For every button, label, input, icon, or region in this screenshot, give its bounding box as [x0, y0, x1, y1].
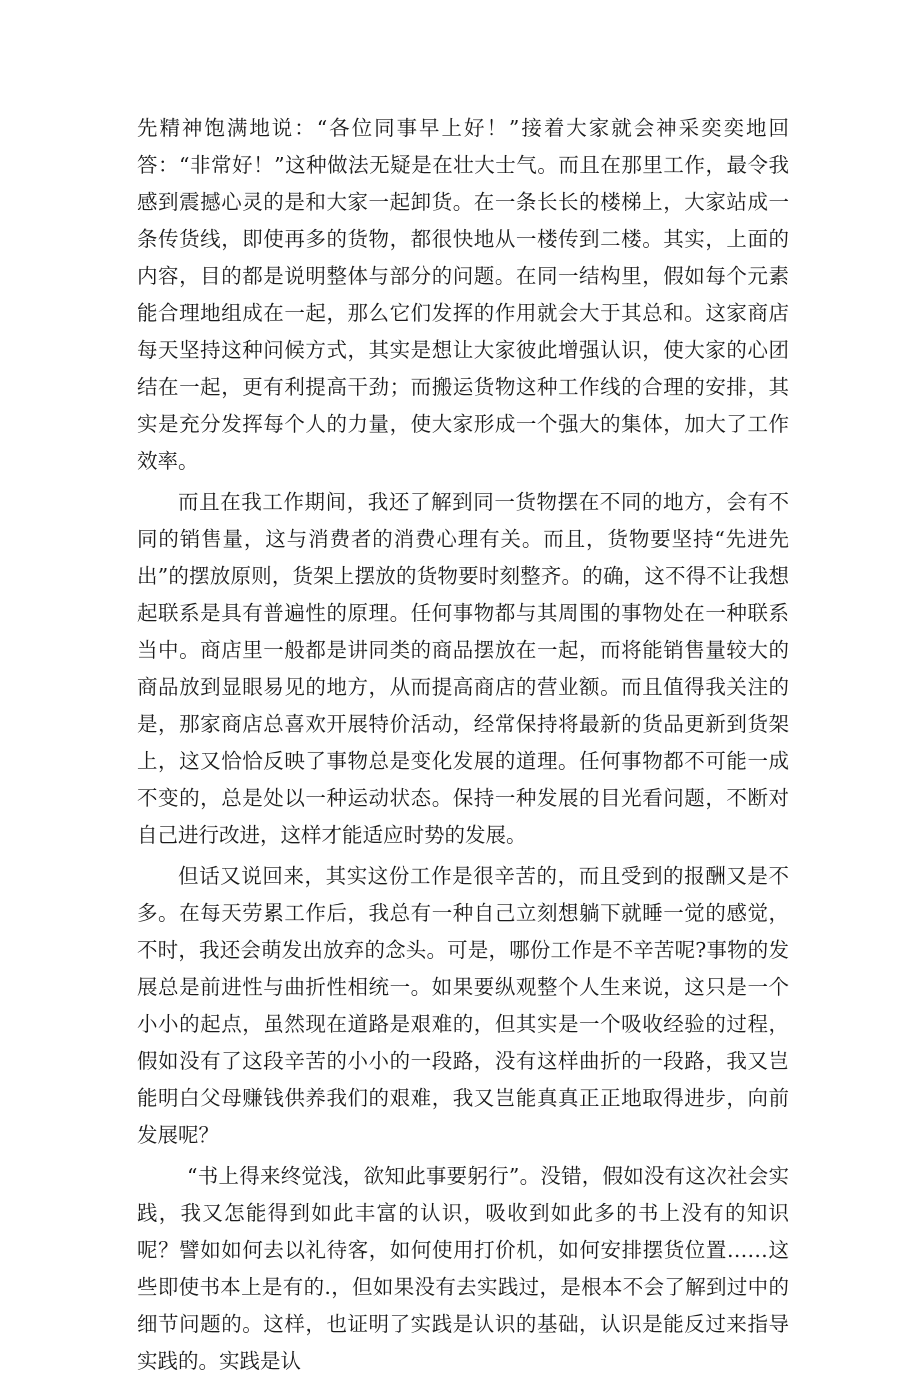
paragraph-1: 先精神饱满地说：“各位同事早上好！”接着大家就会神采奕奕地回答：“非常好！”这种做法无疑是在壮大士气。而且在那里工作，最令我感到震撼心灵的是和大家一起卸货。在一条长长的楼梯上，大家站成一条传货线，即使再多的货物，都很快地从一楼传到二楼。其实，上面的内容，目的都是说明整体与部分的问题。在同一结构里，假如每个元素能合理地组成在一起，那么它们发挥的作用就会大于其总和。这家商店每天坚持这种问候方式，其实是想让大家彼此增强认识，使大家的心团结在一起，更有利提高干劲；而搬运货物这种工作线的合理的安排，其实是充分发挥每个人的力量，使大家形成一个强大的集体，加大了工作效率。 — [137, 116, 789, 473]
document-body — [137, 110, 789, 1384]
paragraph-2: 而且在我工作期间，我还了解到同一货物摆在不同的地方，会有不同的销售量，这与消费者的消费心理有关。而且，货物要坚持“先进先出”的摆放原则，货架上摆放的货物要时刻整齐。的确，这不得不让我想起联系是具有普遍性的原理。任何事物都与其周围的事物处在一种联系当中。商店里一般都是讲同类的商品摆放在一起，而将能销售量较大的商品放到显眼易见的地方，从而提高商店的营业额。而且值得我关注的是，那家商店总喜欢开展特价活动，经常保持将最新的货品更新到货架上，这又恰恰反映了事物总是变化发展的道理。任何事物都不可能一成不变的，总是处以一种运动状态。保持一种发展的目光看问题，不断对自己进行改进，这样才能适应时势的发展。 — [137, 490, 789, 847]
paragraph-4: “书上得来终觉浅，欲知此事要躬行”。没错，假如没有这次社会实践，我又怎能得到如此丰富的认识，吸收到如此多的书上没有的知识呢？譬如如何去以礼待客，如何使用打价机，如何安排摆货位置……这些即使书本上是有的.，但如果没有去实践过，是根本不会了解到过中的细节问题的。这样，也证明了实践是认识的基础，认识是能反过来指导实践的。实践是认 — [137, 1164, 789, 1373]
paragraph-3: 但话又说回来，其实这份工作是很辛苦的，而且受到的报酬又是不多。在每天劳累工作后，我总有一种自己立刻想躺下就睡一觉的感觉，不时，我还会萌发出放弃的念头。可是，哪份工作是不辛苦呢?事物的发展总是前进性与曲折性相统一。如果要纵观整个人生来说，这只是一个小小的起点，虽然现在道路是艰难的，但其实是一个吸收经验的过程，假如没有了这段辛苦的小小的一段路，没有这样曲折的一段路，我又岂能明白父母赚钱供养我们的艰难，我又岂能真真正正地取得进步，向前发展呢？ — [137, 864, 789, 1147]
